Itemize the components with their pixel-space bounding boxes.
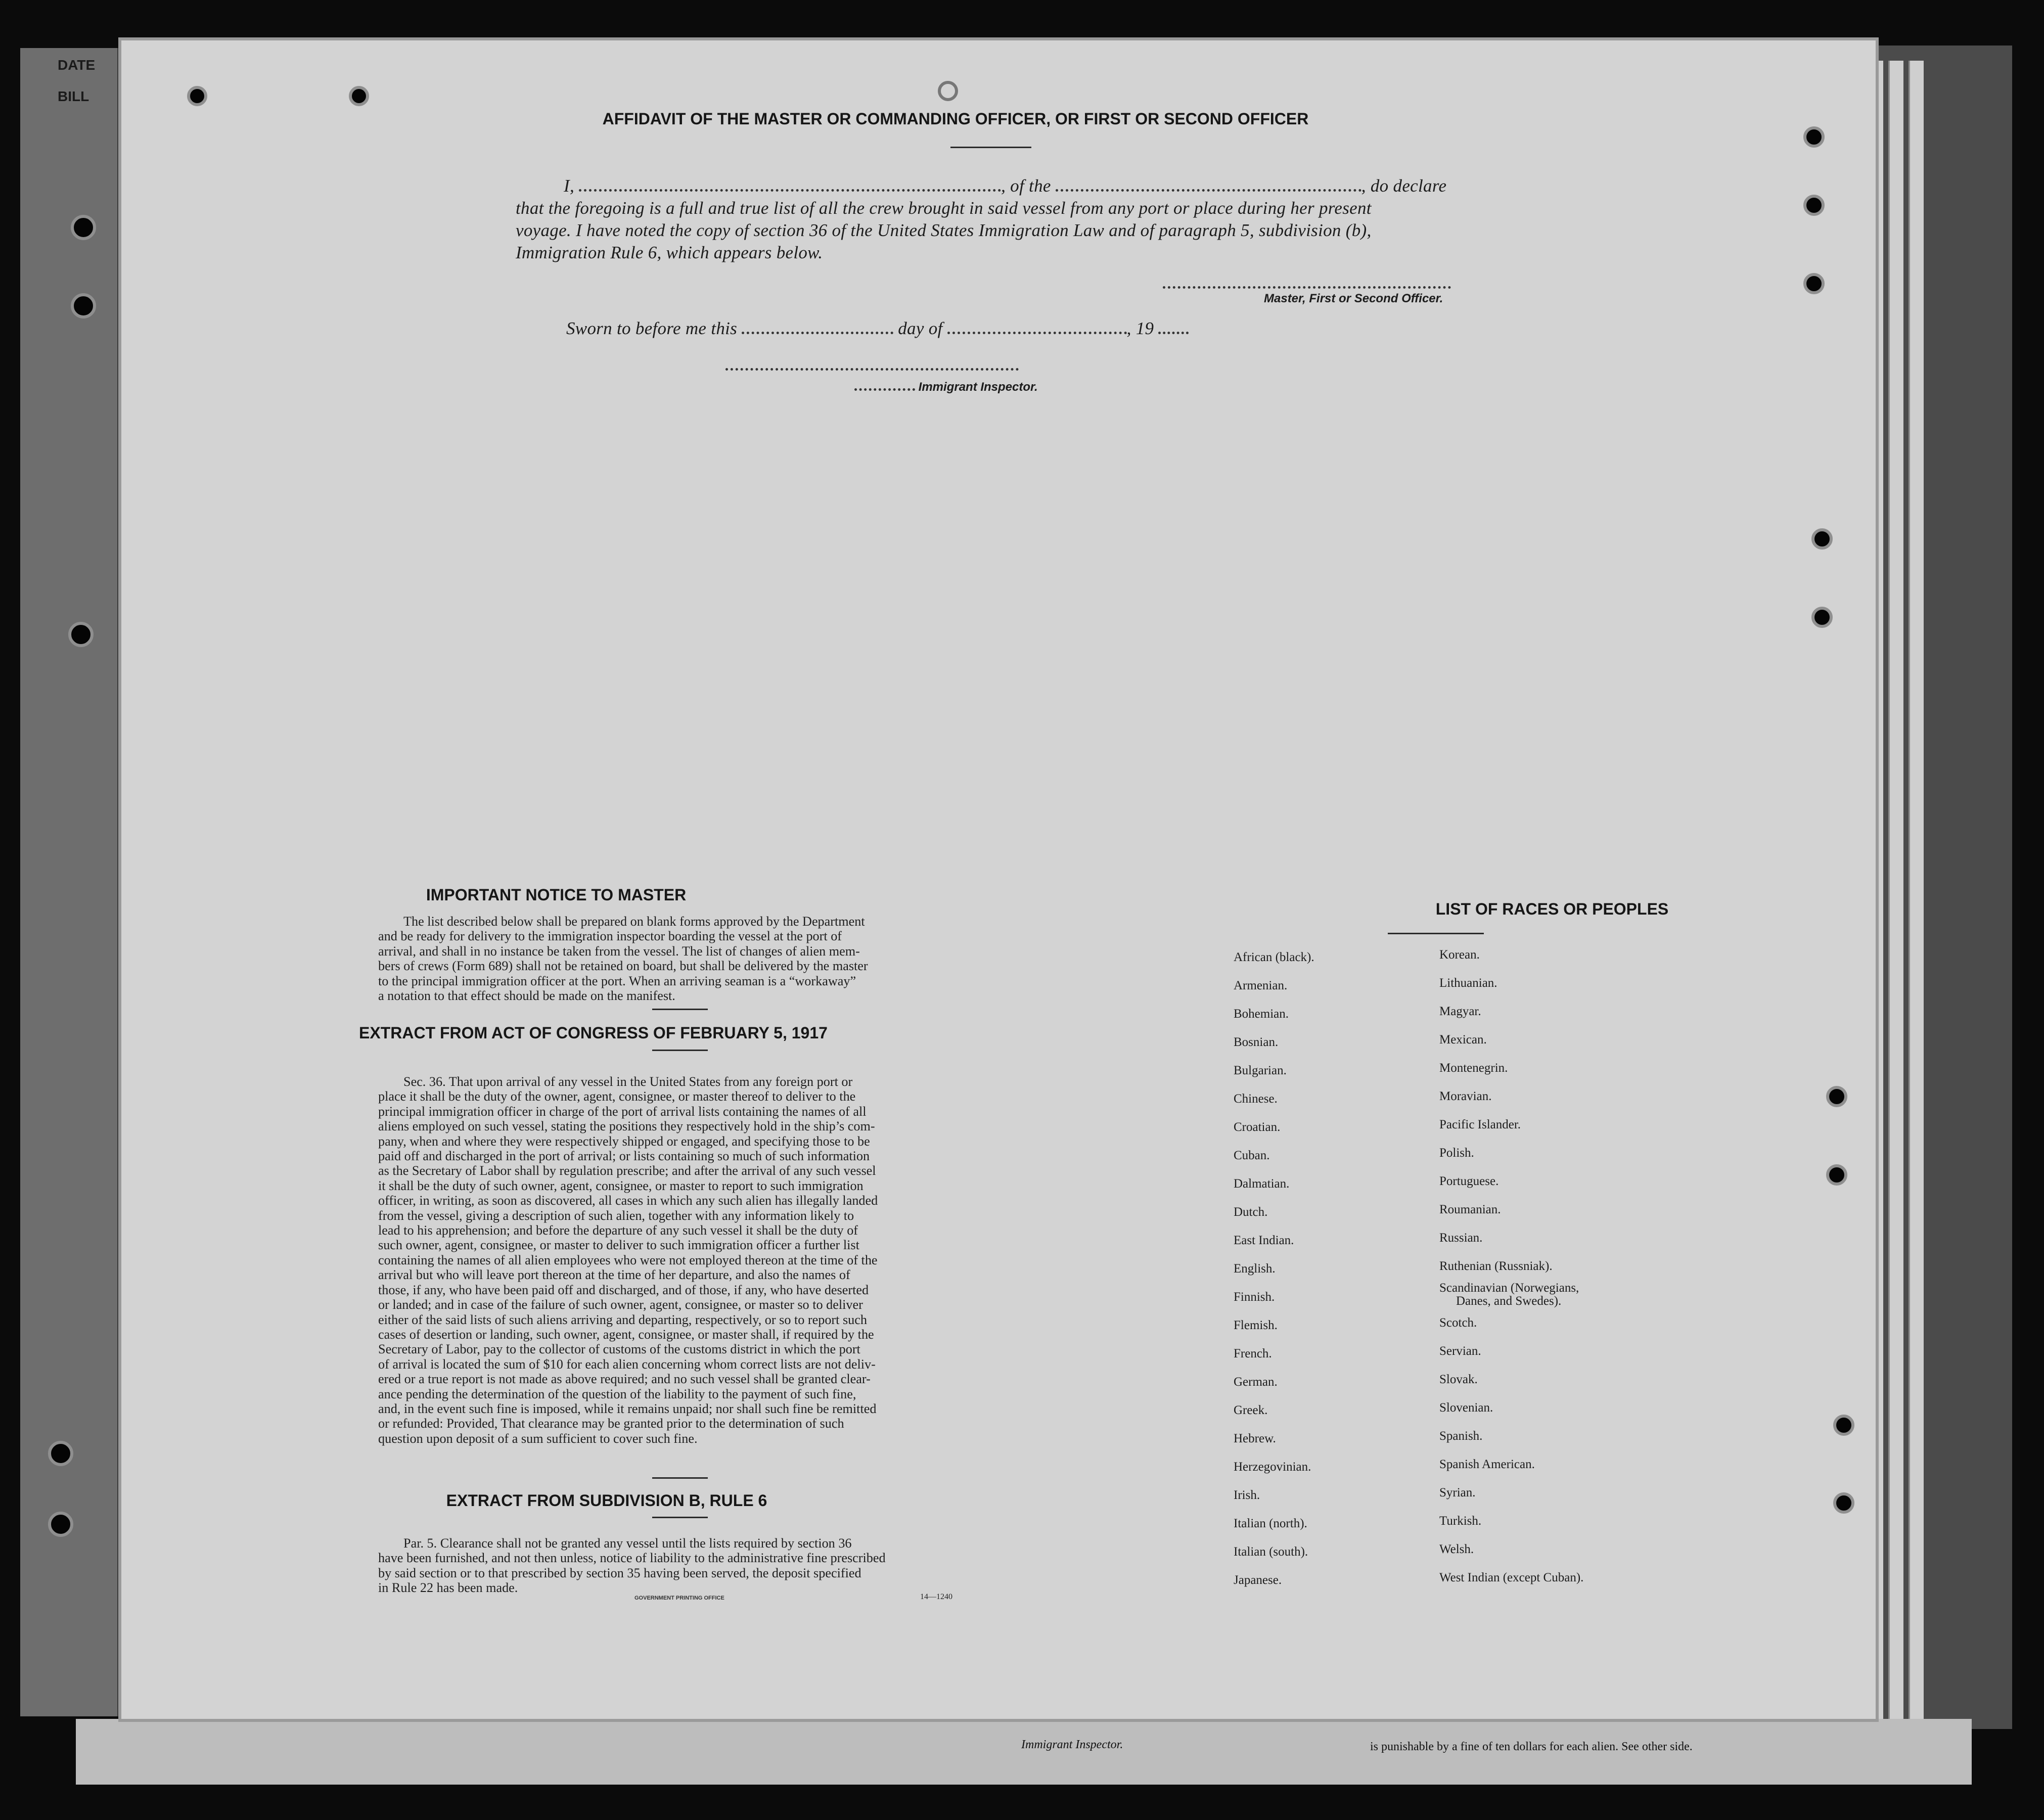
act-line: either of the said lists of such aliens arriving and departing, respectively, or so to report such [378,1312,867,1327]
year-blank [1158,329,1189,334]
act-line: such owner, agent, consignee, or master to deliver to such immigration officer a further list [378,1238,859,1253]
race-item: Pacific Islander. [1439,1118,1521,1131]
act-line: from the vessel, giving a description of such alien, together with any information likely to [378,1208,854,1223]
race-item: Servian. [1439,1344,1481,1358]
inspector-label-text: Immigrant Inspector. [918,380,1038,394]
punch-hole [1811,607,1833,628]
affidavit-line-2: that the foregoing is a full and true list of all the crew brought in said vessel from any port or place during her present [516,198,1372,218]
act-line: or landed; and in case of the failure of such owner, agent, consignee, or master so to deliver [378,1297,863,1312]
act-line: pany, when and where they were respectively shipped or engaged, and specifying those to be [378,1133,870,1149]
race-item: Welsh. [1439,1542,1474,1556]
section-divider [652,1050,708,1051]
act-line: Secretary of Labor, pay to the collector of customs of the customs district in which the port [378,1342,860,1357]
affidavit-i-label: I, [564,176,575,196]
race-item: Roumanian. [1439,1203,1501,1216]
affidavit-line-1 [564,176,1446,196]
printer-imprint: GOVERNMENT PRINTING OFFICE [634,1595,724,1601]
name-blank [579,187,1001,192]
day-of-label: day of [898,318,943,338]
act-line: principal immigration officer in charge of the port of arrival lists containing the names of all [378,1104,867,1119]
race-item-continued: Danes, and Swedes). [1456,1294,1562,1308]
race-item: French. [1234,1347,1272,1360]
act-line: Sec. 36. That upon arrival of any vessel in the United States from any foreign port or [403,1074,853,1089]
race-item: Italian (south). [1234,1545,1308,1559]
binder-hole [48,1512,73,1537]
race-item: Dalmatian. [1234,1177,1290,1191]
section-divider [652,1477,708,1479]
extract-rule-title: EXTRACT FROM SUBDIVISION B, RULE 6 [446,1491,767,1510]
race-item: Croatian. [1234,1120,1281,1134]
race-item: Irish. [1234,1488,1260,1502]
race-item: Dutch. [1234,1205,1268,1219]
punch-hole [187,86,207,106]
margin-fragment: DATE [58,57,96,73]
race-item: Flemish. [1234,1318,1278,1332]
notice-line: to the principal immigration officer at the port. When an arriving seaman is a “workaway” [378,973,856,988]
master-signature-label: Master, First or Second Officer. [1264,292,1443,305]
notice-title: IMPORTANT NOTICE TO MASTER [426,886,687,904]
act-line: ered or a true report is not made as above required; and no such vessel shall be granted clear- [378,1372,871,1387]
race-item: Cuban. [1234,1149,1270,1162]
bottom-inspector-text: Immigrant Inspector. [1021,1738,1123,1751]
race-item: Magyar. [1439,1005,1481,1018]
race-item: Scotch. [1439,1316,1477,1330]
race-item: Montenegrin. [1439,1061,1508,1075]
race-item: Slovenian. [1439,1401,1493,1415]
race-item: Greek. [1234,1403,1268,1417]
act-line: as the Secretary of Labor shall by regulation prescribe; and after the arrival of any such vessel [378,1163,876,1178]
punch-hole [938,81,958,101]
race-item: West Indian (except Cuban). [1439,1571,1584,1584]
race-item: Ruthenian (Russniak). [1439,1259,1553,1273]
extract-act-title: EXTRACT FROM ACT OF CONGRESS OF FEBRUARY 5, 1917 [359,1024,828,1042]
race-item: Scandinavian (Norwegians, [1439,1281,1579,1295]
act-line: those, if any, who have been paid off and discharged, and of those, if any, who have deserted [378,1282,869,1297]
race-item: Japanese. [1234,1573,1282,1587]
race-item: Finnish. [1234,1290,1275,1304]
underlying-page-left [20,48,121,1716]
race-item: Chinese. [1234,1092,1278,1106]
race-item: Bulgarian. [1234,1064,1287,1077]
punch-hole [1803,273,1825,294]
form-number: 14—1240 [920,1592,952,1601]
inspector-signature-label [854,380,1038,394]
race-item: Armenian. [1234,979,1288,992]
race-item: English. [1234,1262,1276,1276]
act-line: arrival but who will leave port thereon at the time of her departure, and also the names of [378,1267,850,1283]
act-line: it shall be the duty of such owner, agent, consignee, or master to report to such immigration [378,1178,864,1193]
punch-hole [1826,1164,1847,1186]
act-line: containing the names of all alien employees who were not employed thereon at the time of the [378,1252,878,1267]
race-item: Italian (north). [1234,1517,1307,1530]
race-item: Spanish. [1439,1429,1483,1443]
section-divider [652,1009,708,1010]
race-item: German. [1234,1375,1278,1389]
act-line: aliens employed on such vessel, stating the positions they respectively hold in the ship’s com- [378,1119,875,1134]
extract-rule-body [378,1536,1086,1596]
section-divider [652,1517,708,1518]
vessel-blank [1056,187,1361,192]
year-label: , 19 [1126,318,1154,338]
bottom-fine-text: is punishable by a fine of ten dollars for each alien. See other side. [1370,1740,1693,1753]
rule-line: have been furnished, and not then unless, notice of liability to the administrative fine prescribed [378,1551,886,1566]
punch-hole [1803,126,1825,148]
page-edge [1909,61,1924,1719]
affidavit-line-4: Immigration Rule 6, which appears below. [516,243,823,262]
race-item: Korean. [1439,948,1480,962]
punch-hole [1833,1415,1854,1436]
race-item: Bohemian. [1234,1007,1289,1021]
race-item: Lithuanian. [1439,976,1497,990]
affidavit-line-3: voyage. I have noted the copy of section 36 of the United States Immigration Law and of paragraph 5, subdivision (b), [516,220,1372,240]
act-line: lead to his apprehension; and before the departure of any such vessel it shall be the duty of [378,1223,858,1238]
manifest-page [121,40,1876,1719]
binder-hole [68,622,94,647]
sworn-date-blank [742,329,893,334]
race-item: Bosnian. [1234,1035,1279,1049]
affidavit-of-the-label: , of the [1001,176,1051,196]
act-line: and, in the event such fine is imposed, while it remains unpaid; nor shall such fine be remitted [378,1401,877,1416]
race-item: Herzegovinian. [1234,1460,1311,1474]
race-item: Turkish. [1439,1514,1482,1528]
act-line: cases of desertion or landing, such owner, agent, consignee, or master shall, if required by the [378,1327,874,1342]
race-item: Moravian. [1439,1089,1492,1103]
affidavit-declare-label: , do declare [1361,176,1447,196]
notice-body [378,914,1086,1003]
race-item: Russian. [1439,1231,1483,1245]
punch-hole [1811,528,1833,550]
sworn-line [566,318,1189,339]
act-line: of arrival is located the sum of $10 for each alien concerning whom correct lists are not deliv- [378,1356,876,1372]
act-line: or refunded: Provided, That clearance may be granted prior to the determination of such [378,1416,844,1431]
act-line: place it shall be the duty of the owner, agent, consignee, or master thereof to deliver to the [378,1089,856,1104]
act-line: paid off and discharged in the port of arrival; or lists containing so much of such information [378,1149,870,1164]
races-underline [1388,933,1484,934]
sworn-label: Sworn to before me this [566,318,738,338]
rule-line: Par. 5. Clearance shall not be granted any vessel until the lists required by section 36 [403,1536,852,1551]
binder-hole [71,215,96,240]
race-item: Portuguese. [1439,1174,1499,1188]
title-underline [950,147,1031,148]
punch-hole [1803,195,1825,216]
margin-fragment: BILL [58,88,89,104]
binder-hole [48,1441,73,1466]
race-item: African (black). [1234,950,1314,964]
punch-hole [1833,1492,1854,1514]
rule-line: by said section or to that prescribed by section 35 having been served, the deposit specified [378,1565,861,1580]
act-line: officer, in writing, as soon as discovered, all cases in which any such alien has illegally landed [378,1193,878,1208]
races-title: LIST OF RACES OR PEOPLES [1435,900,1669,918]
punch-hole [349,86,369,106]
act-line: ance pending the determination of the question of the liability to the payment of such fine, [378,1386,856,1401]
notice-line: and be ready for delivery to the immigration inspector boarding the vessel at the port of [378,929,842,944]
race-item: Mexican. [1439,1033,1487,1046]
race-item: Spanish American. [1439,1458,1535,1471]
month-blank [947,329,1127,334]
rule-line: in Rule 22 has been made. [378,1580,518,1596]
race-item: Slovak. [1439,1373,1478,1386]
notice-line: a notation to that effect should be made on the manifest. [378,988,675,1004]
inspector-signature-blank [725,364,1019,373]
notice-line: bers of crews (Form 689) shall not be retained on board, but shall be delivered by the master [378,959,868,974]
race-item: Polish. [1439,1146,1474,1160]
page-edge [1888,61,1903,1719]
punch-hole [1826,1086,1847,1107]
underlying-pages-right [1866,46,2012,1729]
act-line: question upon deposit of a sum sufficient to cover such fine. [378,1431,698,1446]
affidavit-title: AFFIDAVIT OF THE MASTER OR COMMANDING OFFICER, OR FIRST OR SECOND OFFICER [602,110,1309,128]
underlying-page-bottom [76,1719,1972,1785]
binder-hole [71,293,96,318]
extract-act-body [378,1074,1086,1446]
master-signature-blank [1163,282,1451,291]
notice-line: arrival, and shall in no instance be taken from the vessel. The list of changes of alien mem- [378,943,860,959]
notice-line: The list described below shall be prepared on blank forms approved by the Department [403,914,865,929]
race-item: Hebrew. [1234,1432,1276,1445]
race-item: East Indian. [1234,1234,1294,1247]
race-item: Syrian. [1439,1486,1476,1499]
